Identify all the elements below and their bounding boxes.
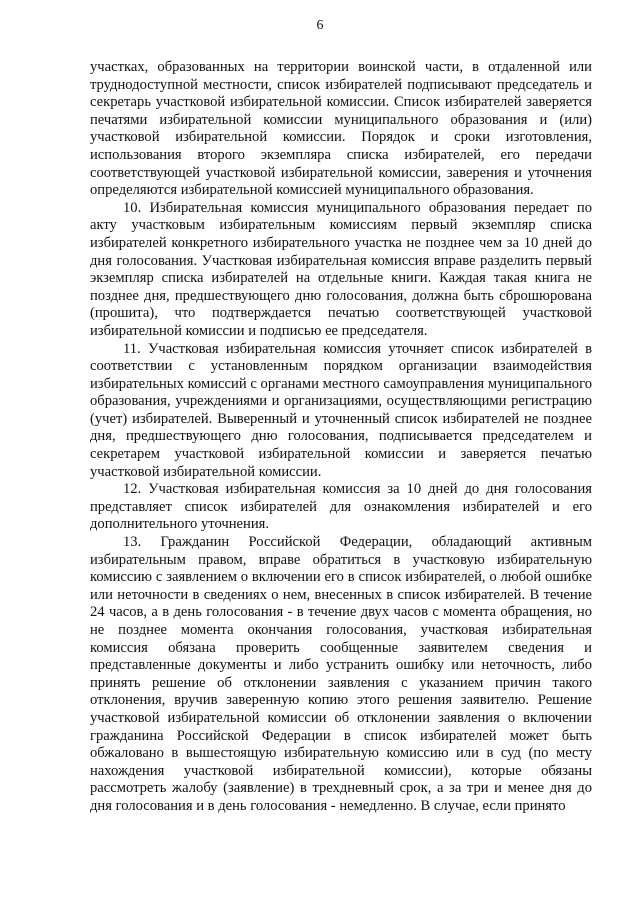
paragraph-12: 12. Участковая избирательная комиссия за 10 дней до дня голосования представляет список избирателей для ознакомления избирателей и его дополнительного уточнения.	[90, 481, 592, 533]
paragraph-11: 11. Участковая избирательная комиссия уточняет список избирателей в соответствии с установленным порядком организации взаимодействия избирательных комиссий с органами местного самоуправления муниципального образования, учреждениями и организациями, осуществляющими регистрацию (учет) избирателей. Выверенный и уточненный список избирателей не позднее дня, предшествующего дню голосования, подписывается председателем и секретарем участковой избирательной комиссии и заверяется печатью участковой избирательной комиссии.	[90, 340, 592, 480]
paragraph-10: 10. Избирательная комиссия муниципального образования передает по акту участковым избирательным комиссиям первый экземпляр списка избирателей конкретного избирательного участка не позднее чем за 10 дней до дня голосования. Участковая избирательная комиссия вправе разделить первый экземпляр списка избирателей на отдельные книги. Каждая такая книга не позднее дня, предшествующего дню голосования, должна быть сброшюрована (прошита), что подтверждается печатью соответствующей участковой избирательной комиссии и подписью ее председателя.	[90, 199, 592, 339]
page-number: 6	[316, 18, 324, 33]
paragraph-continuation: участках, образованных на территории воинской части, в отдаленной или труднодоступной местности, список избирателей подписывают председатель и секретарь участковой избирательной комиссии. Список избирателей заверяется печатями избирательной комиссии муниципального образования и (или) участковой избирательной комиссии. Порядок и сроки изготовления, использования второго экземпляра списка избирателей, его передачи соответствующей участковой избирательной комиссии, заверения и уточнения определяются избирательной комиссией муниципального образования.	[90, 59, 592, 199]
document-body	[90, 59, 592, 816]
paragraph-13: 13. Гражданин Российской Федерации, обладающий активным избирательным правом, вправе обратиться в участковую избирательную комиссию с заявлением о включении его в список избирателей, о любой ошибке или неточности в сведениях о нем, внесенных в список избирателей. В течение 24 часов, а в день голосования - в течение двух часов с момента обращения, но не позднее момента окончания голосования, участковая избирательная комиссия обязана проверить сообщенные заявителем сведения и представленные документы и либо устранить ошибку или неточность, либо принять решение об отклонении заявления с указанием причин такого отклонения, вручив заверенную копию этого решения заявителю. Решение участковой избирательной комиссии об отклонении заявления о включении гражданина Российской Федерации в список избирателей может быть обжаловано в вышестоящую избирательную комиссию или в суд (по месту нахождения участковой избирательной комиссии), которые обязаны рассмотреть жалобу (заявление) в трехдневный срок, а за три и менее дня до дня голосования и в день голосования - немедленно. В случае, если принято	[90, 534, 592, 814]
